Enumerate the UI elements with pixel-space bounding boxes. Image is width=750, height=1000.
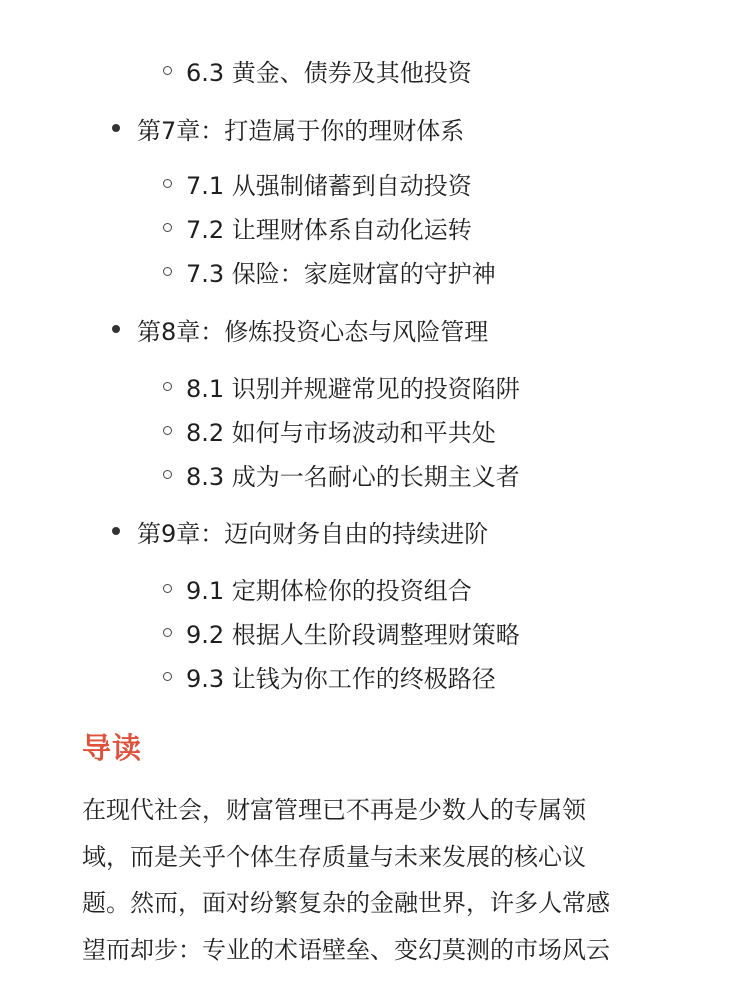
- toc-item-7-2: [163, 205, 472, 249]
- toc-chapter-9: [112, 509, 488, 553]
- toc-item-text: 9.3 让钱为你工作的终极路径: [186, 664, 496, 693]
- hollow-circle-bullet-icon: [163, 223, 172, 232]
- toc-item-text: 8.2 如何与市场波动和平共处: [186, 418, 496, 447]
- hollow-circle-bullet-icon: [163, 584, 172, 593]
- toc-item-8-2: [163, 408, 496, 452]
- toc-chapter-text: 第7章：打造属于你的理财体系: [137, 116, 465, 145]
- toc-chapter-7: [112, 106, 464, 150]
- toc-item-text: 9.1 定期体检你的投资组合: [186, 576, 472, 605]
- section-heading: 导读: [82, 731, 143, 765]
- toc-item-text: 9.2 根据人生阶段调整理财策略: [186, 620, 520, 649]
- toc-item-7-1: [163, 161, 472, 205]
- toc-item-6-3: [163, 48, 472, 92]
- toc-chapter-8: [112, 307, 488, 351]
- paragraph-line: 在现代社会，财富管理已不再是少数人的专属领: [82, 796, 586, 824]
- toc-chapter-text: 第8章：修炼投资心态与风险管理: [137, 317, 489, 346]
- intro-paragraph: [82, 787, 672, 973]
- hollow-circle-bullet-icon: [163, 66, 172, 75]
- paragraph-line: 题。然而，面对纷繁复杂的金融世界，许多人常感: [82, 889, 610, 917]
- filled-circle-bullet-icon: [112, 527, 120, 535]
- hollow-circle-bullet-icon: [163, 426, 172, 435]
- toc-item-9-3: [163, 654, 496, 698]
- toc-item-text: 7.1 从强制储蓄到自动投资: [186, 171, 472, 200]
- paragraph-line: 域，而是关乎个体生存质量与未来发展的核心议: [82, 842, 586, 871]
- filled-circle-bullet-icon: [112, 124, 120, 132]
- filled-circle-bullet-icon: [112, 325, 120, 333]
- hollow-circle-bullet-icon: [163, 267, 172, 276]
- hollow-circle-bullet-icon: [163, 179, 172, 188]
- toc-item-7-3: [163, 249, 496, 293]
- toc-item-9-2: [163, 610, 520, 654]
- hollow-circle-bullet-icon: [163, 672, 172, 681]
- toc-item-text: 8.1 识别并规避常见的投资陷阱: [186, 374, 520, 403]
- hollow-circle-bullet-icon: [163, 628, 172, 637]
- toc-item-text: 6.3 黄金、债券及其他投资: [186, 58, 472, 87]
- toc-item-text: 7.3 保险：家庭财富的守护神: [186, 259, 496, 288]
- paragraph-line: 望而却步：专业的术语壁垒、变幻莫测的市场风云: [82, 935, 610, 964]
- toc-item-text: 8.3 成为一名耐心的长期主义者: [186, 462, 520, 491]
- toc-item-text: 7.2 让理财体系自动化运转: [186, 215, 472, 244]
- toc-item-8-3: [163, 452, 520, 496]
- hollow-circle-bullet-icon: [163, 470, 172, 479]
- hollow-circle-bullet-icon: [163, 382, 172, 391]
- toc-chapter-text: 第9章：迈向财务自由的持续进阶: [137, 519, 489, 548]
- toc-item-9-1: [163, 566, 472, 610]
- toc-item-8-1: [163, 364, 520, 408]
